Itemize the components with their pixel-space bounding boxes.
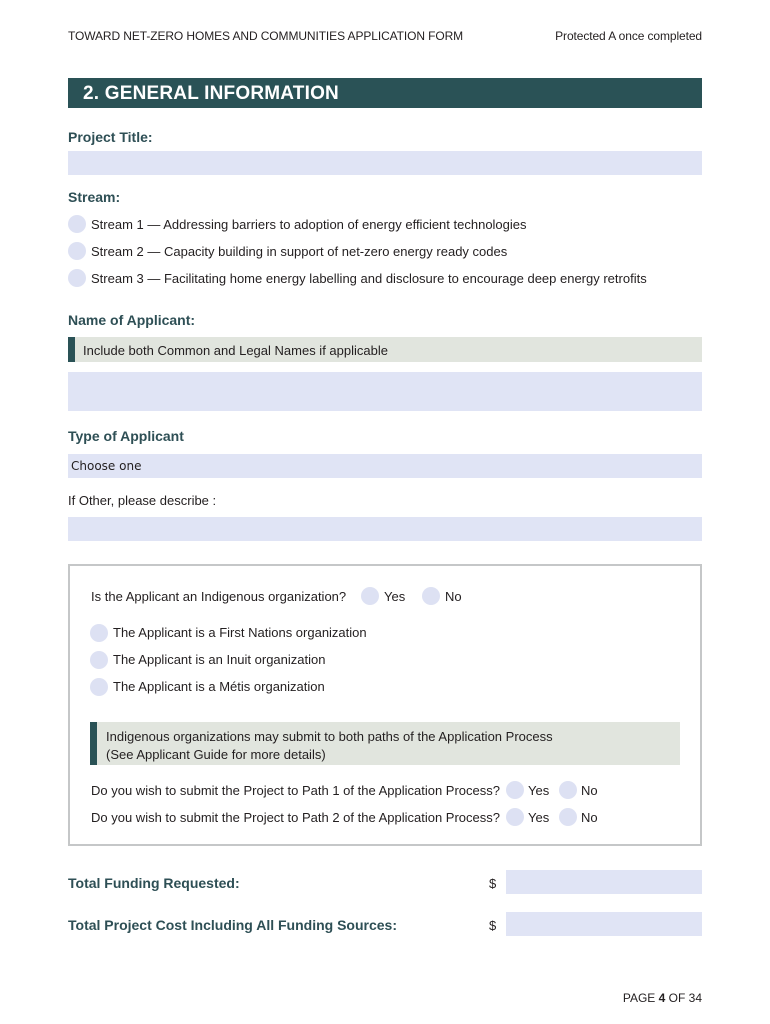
indigenous-question: Is the Applicant an Indigenous organization? (91, 589, 347, 604)
path2-question: Do you wish to submit the Project to Path 2 of the Application Process? (91, 810, 500, 825)
indigenous-yes-label: Yes (384, 589, 406, 604)
total-cost-input[interactable] (506, 912, 702, 936)
path1-question: Do you wish to submit the Project to Path 1 of the Application Process? (91, 783, 500, 798)
indigenous-paths-note (90, 722, 680, 765)
path1-yes-radio[interactable] (506, 781, 524, 799)
indigenous-paths-note-line2: (See Applicant Guide for more details) (106, 747, 326, 762)
stream-1-radio[interactable] (68, 215, 86, 233)
inuit-radio[interactable] (90, 651, 108, 669)
project-title-input[interactable] (68, 151, 702, 175)
protection-notice: Protected A once completed (555, 29, 702, 43)
path1-no-radio[interactable] (559, 781, 577, 799)
first-nations-radio[interactable] (90, 624, 108, 642)
first-nations-label: The Applicant is a First Nations organization (113, 625, 367, 640)
indigenous-paths-note-line1: Indigenous organizations may submit to both paths of the Application Process (106, 729, 553, 744)
path2-yes-radio[interactable] (506, 808, 524, 826)
stream-2-radio[interactable] (68, 242, 86, 260)
total-cost-label: Total Project Cost Including All Funding Sources: (68, 917, 398, 933)
path1-no-label: No (581, 783, 598, 798)
page-suffix: OF 34 (665, 991, 702, 1005)
stream-1-label: Stream 1 — Addressing barriers to adoption of energy efficient technologies (91, 217, 527, 232)
form-title-header: TOWARD NET-ZERO HOMES AND COMMUNITIES APPLICATION FORM (68, 29, 464, 43)
section-heading-bar (68, 78, 702, 108)
applicant-name-note-text: Include both Common and Legal Names if applicable (83, 343, 388, 358)
other-describe-input[interactable] (68, 517, 702, 541)
path2-no-radio[interactable] (559, 808, 577, 826)
project-title-label: Project Title: (68, 129, 153, 145)
indigenous-section-box (68, 564, 702, 846)
total-funding-input[interactable] (506, 870, 702, 894)
metis-label: The Applicant is a Métis organization (113, 679, 325, 694)
page-number (623, 991, 702, 1005)
stream-2-label: Stream 2 — Capacity building in support of net-zero energy ready codes (91, 244, 508, 259)
indigenous-yes-radio[interactable] (361, 587, 379, 605)
metis-radio[interactable] (90, 678, 108, 696)
note-accent-bar (90, 722, 97, 765)
stream-label: Stream: (68, 189, 121, 205)
indigenous-no-radio[interactable] (422, 587, 440, 605)
applicant-type-selected: Choose one (71, 459, 142, 473)
other-describe-label: If Other, please describe : (68, 493, 217, 508)
path2-yes-label: Yes (528, 810, 550, 825)
applicant-name-note (68, 337, 702, 362)
applicant-type-label: Type of Applicant (68, 428, 184, 444)
current-page: 4 (658, 991, 666, 1005)
funding-currency-symbol: $ (489, 876, 497, 891)
total-funding-label: Total Funding Requested: (68, 875, 240, 891)
stream-3-radio[interactable] (68, 269, 86, 287)
stream-3-label: Stream 3 — Facilitating home energy labelling and disclosure to encourage deep energy retrofits (91, 271, 647, 286)
applicant-name-input[interactable] (68, 372, 702, 411)
cost-currency-symbol: $ (489, 918, 497, 933)
section-heading: 2. GENERAL INFORMATION (83, 83, 339, 104)
path1-yes-label: Yes (528, 783, 550, 798)
indigenous-no-label: No (445, 589, 462, 604)
note-accent-bar (68, 337, 75, 362)
path2-no-label: No (581, 810, 598, 825)
inuit-label: The Applicant is an Inuit organization (113, 652, 326, 667)
page-prefix: PAGE (622, 991, 659, 1005)
applicant-type-select[interactable] (68, 454, 702, 478)
applicant-name-label: Name of Applicant: (68, 312, 196, 328)
